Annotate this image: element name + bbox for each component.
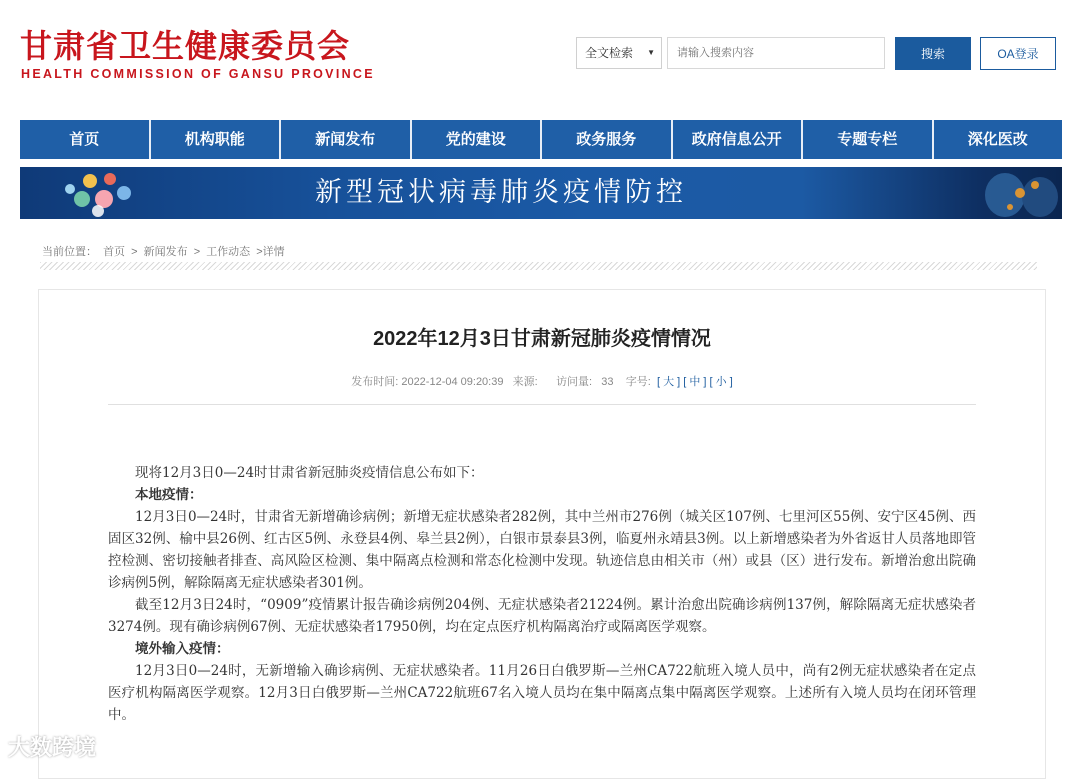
article-paragraph: 截至12月3日24时，“0909”疫情累计报告确诊病例204例、无症状感染者21224例。累计治愈出院确诊病例137例，解除隔离无症状感染者3274例。现有确诊病例67例、无症状感染者17950例，均在定点医疗机构隔离治疗或隔离医学观察。 [108, 597, 976, 635]
nav-item-functions[interactable]: 机构职能 [151, 120, 282, 159]
font-size-large[interactable]: 大 [663, 376, 675, 388]
breadcrumb-home[interactable]: 首页 [103, 246, 126, 258]
main-nav [20, 120, 1062, 159]
breadcrumb-sep: > [131, 246, 138, 258]
search-input[interactable] [667, 37, 885, 69]
watermark-text: 大数跨境 [8, 735, 97, 760]
search-scope-label: 全文检索 [585, 46, 634, 60]
banner-flower-icon [65, 173, 131, 217]
site-logo-cn[interactable]: 甘肃省卫生健康委员会 [20, 27, 351, 65]
search-button[interactable]: 搜索 [895, 37, 971, 70]
published-label: 发布时间: [351, 376, 399, 388]
nav-item-info-disclosure[interactable]: 政府信息公开 [673, 120, 804, 159]
banner-lung-icon [985, 173, 1058, 217]
article-paragraph: 12月3日0—24时，甘肃省无新增确诊病例；新增无症状感染者282例，其中兰州市276例（城关区107例、七里河区55例、安宁区45例、西固区32例、榆中县26例、红古区5例、永登县4例、皋兰县2例），白银市景泰县3例，临夏州永靖县3例。以上新增感染者为外省返甘人员落地即管控检测、密切接触者排查、高风险区检测、集中隔离点检测和常态化检测中发现。轨迹信息由相关市（州）或县（区）进行发布。新增治愈出院确诊病例5例，解除隔离无症状感染者301例。 [108, 509, 976, 591]
article-subheading: 本地疫情： [135, 487, 203, 503]
article-subheading: 境外输入疫情： [135, 641, 230, 657]
covid-banner[interactable] [20, 167, 1062, 219]
site-logo-en: HEALTH COMMISSION OF GANSU PROVINCE [21, 67, 375, 81]
breadcrumb [42, 243, 288, 259]
search-scope-select[interactable] [576, 37, 662, 69]
nav-item-reform[interactable]: 深化医改 [967, 131, 1028, 148]
breadcrumb-work[interactable]: 工作动态 [206, 246, 251, 258]
nav-item-special-topics[interactable]: 专题专栏 [803, 120, 934, 159]
views-count: 33 [601, 376, 614, 388]
nav-item-news[interactable]: 新闻发布 [281, 120, 412, 159]
nav-item-home[interactable]: 首页 [20, 120, 151, 159]
breadcrumb-detail: >详情 [256, 246, 285, 258]
banner-title: 新型冠状病毒肺炎疫情防控 [315, 177, 687, 208]
font-size-medium[interactable]: 中 [689, 376, 701, 388]
views-label: 访问量: [556, 376, 593, 388]
meta-divider [108, 404, 976, 405]
article-paragraph: 12月3日0—24时，无新增输入确诊病例、无症状感染者。11月26日白俄罗斯—兰州CA722航班入境人员中，尚有2例无症状感染者在定点医疗机构隔离医学观察。12月3日白俄罗斯—兰州CA722航班67名入境人员均在集中隔离点集中隔离医学观察。上述所有入境人员均在闭环管理中。 [108, 663, 976, 723]
article-body [108, 462, 976, 726]
article-title: 2022年12月3日甘肃新冠肺炎疫情情况 [373, 328, 711, 350]
oa-login-button[interactable]: OA登录 [980, 37, 1056, 70]
article-meta: 发布时间: 2022-12-04 09:20:39 来源: 访问量: 33 字号: [ 大 ] [ 中 ] [ 小 ] [351, 376, 733, 388]
font-size-label: 字号: [625, 376, 651, 388]
published-time: 2022-12-04 09:20:39 [401, 376, 504, 388]
article-paragraph: 现将12月3日0—24时甘肃省新冠肺炎疫情信息公布如下： [135, 465, 484, 481]
font-size-small[interactable]: 小 [715, 376, 727, 388]
nav-item-party[interactable]: 党的建设 [412, 120, 543, 159]
chevron-down-icon: ▼ [647, 48, 655, 57]
breadcrumb-label: 当前位置： [42, 246, 97, 258]
divider [40, 262, 1037, 270]
nav-item-services[interactable]: 政务服务 [542, 120, 673, 159]
source-label: 来源: [512, 376, 538, 388]
breadcrumb-news[interactable]: 新闻发布 [143, 246, 188, 258]
site-header [0, 0, 1080, 110]
breadcrumb-sep: > [193, 246, 201, 258]
